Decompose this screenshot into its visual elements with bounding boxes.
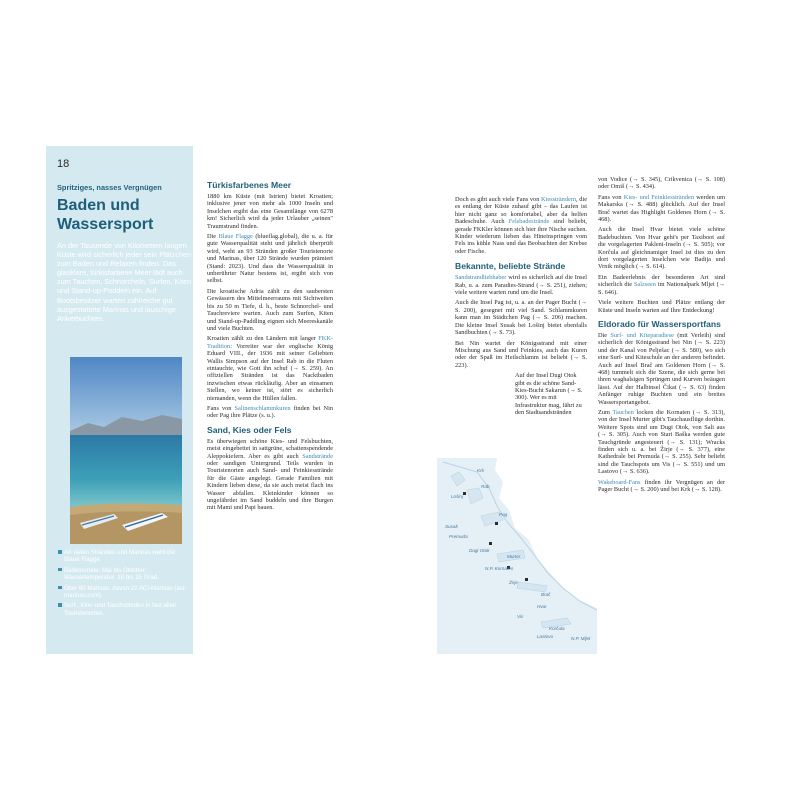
highlight-term: Kiessträndern	[541, 196, 577, 203]
map-marker	[525, 578, 528, 581]
bullet-icon	[58, 586, 62, 590]
map-label: Rab	[481, 484, 490, 489]
highlight-term: Sandstrände	[302, 452, 333, 460]
map-label: Krk	[477, 468, 484, 473]
paragraph: Kroatien zählt zu den Ländern mit langer FKK-Tradition: Vorreiter war der englische König Eduard VIII., der 1936 mit seiner Geliebten Wallis Simpson auf der Insel Rab in die Fluten eintauchte, wie Gott ihn schuf (→ S. 259). An offiziellen Stränden ist das Nacktbaden inzwischen etwas rückläufig. Aber an einsamen Stellen, wo keiner ist, stört es sicherlich niemanden, wenn die Hüllen fallen.	[207, 335, 333, 402]
paragraph: Es überwiegen schöne Kies- und Felsbuchten, meist eingebettet in sattgrüne, schattenspendende Aleppokiefern. Aber es gibt auch Sandstrände oder sandigen Untergrund. Teils wurden in Touristenorten auch Sand- und Feinkiesstrände für die Gäste angelegt. Gerade Familien mit Kindern lieben diese, da sie auch meist flach ins Wasser abfallen. Kleinkinder können so ungefährdet im Sand buddeln und ihre Burgen mit Mami und Papi bauen.	[207, 437, 333, 512]
heading-tuerkisfarbenes-meer: Türkisfarbenes Meer	[207, 180, 292, 190]
heading-sand-kies-fels: Sand, Kies oder Fels	[207, 424, 292, 435]
highlight-term: Surf- und Kiteparadiese	[610, 331, 674, 339]
page-title	[57, 196, 192, 234]
highlight-term: Salinenschlammkuren	[234, 404, 291, 412]
paragraph: von Vodice (→ S. 345), Crikvenica (→ S. 108) oder Omiš (→ S. 434).	[598, 176, 725, 191]
page-number: 18	[57, 158, 70, 170]
fact-item: An vielen Stränden und Marinas weht die Blaue Flagge.	[58, 549, 188, 564]
beach-photo	[70, 357, 182, 544]
map-marker	[495, 522, 498, 525]
map-marker	[463, 492, 466, 495]
highlight-term: Sandstrandliebhaber	[455, 274, 507, 282]
map-label: Brač	[541, 592, 551, 597]
page-title-line1: Baden und	[57, 197, 140, 214]
map-label: Pag	[499, 512, 508, 517]
fact-item: Über 60 Marinas, davon 22 ACI-Marinas (aci-marinas.com).	[58, 585, 188, 600]
bullet-icon	[58, 568, 62, 572]
paragraph: Die kroatische Adria zählt zu den saubersten Gewässern des Mittelmeerraums mit Sichtweiten bis zu 50 m Tiefe, d. h., beste Schnorchel- und Tauchreviere warten. Auch zum Surfen, Kiten und Stand-up-Paddling eignen sich Meereskanäle und viele Buchten.	[207, 287, 333, 332]
paragraph: Die Blaue Flagge (blueflag.global), die u. a. für gute Wasserqualität steht und jährlich überprüft wird, weht an 93 Stränden großer Touristenorte und Marinas, über 120 Strände wurden prämiert (Stand: 2023). Und dass die Wasserqualität in unberührter Natur bestens ist, ergibt sich von selbst.	[207, 233, 334, 285]
bullet-icon	[58, 550, 62, 554]
paragraph: Zum Tauchen locken die Kornaten (→ S. 313), von der Insel Murter gibt's Tauchausflüge dorthin. Weitere Spots sind um Dugi Otok, von Sali aus (→ S. 305). Auch von Stari Baška werden gute Tauchgründe angesteuert (→ S. 131); Wracks finden sich u. a. bei Žirje (→ S. 377), eine Kathedrale bei Premuda (→ S. 255). Sehr beliebt sind die Tauchspots um Vis (→ S. 551) und um Lastovo (→ S. 636).	[598, 408, 725, 476]
paragraph: Bei Nin wartet der Königsstrand mit einer Mischung aus Sand und Feinkies, auch das Kuren oder der Spaß im Heilschlamm ist beliebt (→ S. 223).	[455, 339, 587, 369]
paragraph: Auf der Insel Dugi Otok gibt es die schöne Sand-Kies-Bucht Sakarun (→ S. 300). Wer es mit Infrastruktur mag, fährt zu den Stadtsandstränden	[515, 372, 583, 417]
text-column-3	[598, 176, 725, 496]
highlight-term: FKK-Tradition	[207, 335, 333, 350]
map-label: N.P. Kornaten	[485, 566, 514, 571]
fact-item: Bademonate: Mai bis Oktober; Wassertemperatur: 18 bis 25 Grad.	[58, 567, 188, 582]
heading-bekannte-straende: Bekannte, beliebte Strände	[455, 261, 566, 272]
bullet-icon	[58, 603, 62, 607]
map-label: Premuda	[449, 534, 468, 539]
map-label: Susak	[445, 524, 458, 529]
map-label: Murter	[507, 554, 521, 559]
paragraph: Auch die Insel Pag ist, u. a. an der Pager Bucht (→ S. 200), gesegnet mit viel Sand. Schlammkuren kann man im Städtchen Pag (→ S. 206) machen. Die kleine Insel Susak bei Lošinj bietet ebenfalls Sandbuchten (→ S. 73).	[455, 299, 587, 337]
highlight-term: Felsbadestrände	[508, 218, 550, 226]
map-label: Hvar	[537, 604, 547, 609]
map-label: Lastovo	[537, 634, 554, 639]
paragraph: Sandstrandliebhaber wird es sicherlich auf die Insel Rab, u. a. zum Paradies-Strand (→ S. 251), ziehen; viele weitere warten rund um die Insel.	[455, 274, 587, 297]
text-column-2	[455, 196, 587, 420]
paragraph: Fans von Salinenschlammkuren finden bei Nin oder Pag ihre Plätze (s. u.).	[207, 404, 333, 420]
highlight-term: Tauchen	[612, 408, 634, 416]
map-label: Vis	[517, 614, 524, 619]
map-label: Žirje	[509, 580, 518, 585]
paragraph: Ein Badeerlebnis der besonderen Art sind sicherlich die Salzseen im Nationalpark Mljet (→ S. 646).	[598, 273, 725, 296]
paragraph: Doch es gibt auch viele Fans von Kiessträndern, die es entlang der Küste zuhauf gibt – das Laufen ist hier nicht ganz so komfortabel, aber da helfen Badeschuhe. Auch Felsbadestrände sind beliebt, gerade FKKler können sich hier ihre Nische suchen. Kinder wiederum lieben das Hineinspringen vom Fels ins kühle Nass und das Beobachten der Krebse oder Fische.	[455, 196, 587, 255]
sidebar-box	[46, 146, 193, 654]
paragraph: Viele weitere Buchten und Plätze entlang der Küste und Inseln warten auf Ihre Entdeckung!	[598, 299, 725, 314]
section-kicker: Spritziges, nasses Vergnügen	[57, 183, 162, 192]
intro-text: An der Tausende von Kilometern langen Küste wird sicherlich jeder sein Plätzchen zum Baden und Relaxen finden. Das glasklare, türkisfarbene Meer lädt auch zum Tauchen, Schnorcheln, Surfen, Kiten und Stand-up-Paddeln ein. Auf Bootsbesitzer warten zahlreiche gut ausgestattete Marinas und lauschige Ankerbuchten.	[57, 241, 192, 323]
map-label: Lošinj	[451, 494, 464, 499]
map-marker	[489, 542, 492, 545]
paragraph: Fans von Kies- und Feinkiesstränden werden um Makarska (→ S. 488) glücklich. Auf der Insel Brač wartet das Highlight Goldenes Horn (→ S. 468).	[598, 193, 725, 224]
croatia-coast-map	[437, 458, 597, 654]
fact-item: Surf-, Kite- und Tauchschulen in fast allen Touristenorten.	[58, 602, 188, 617]
heading-eldorado-wassersport: Eldorado für Wassersportfans	[598, 318, 721, 329]
map-label: Dugi Otok	[469, 548, 490, 553]
paragraph: Wakeboard-Fans finden ihr Vergnügen an der Pager Bucht (→ S. 200) und bei Krk (→ S. 128).	[598, 478, 725, 494]
paragraph: Die Surf- und Kiteparadiese (mit Verleih) sind sicherlich der Königsstrand bei Nin (→ S. 223) und der Kanal von Pelješac (→ S. 580), wo sich eine Surf- und Kiteschule an der anderen befindet. Auch auf Insel Brač am Goldenen Horn (→ S. 468) tummelt sich die Szene, die sich gerne bei ihren waghalsigen Sprüngen und Kurven beäugen lässt. Auf der Halbinsel Čikat (→ S. 63) finden Anfänger ruhige Buchten und ein breites Wassersportangebot.	[598, 331, 725, 406]
facts-list	[58, 549, 188, 620]
paragraph: Auch die Insel Hvar bietet viele schöne Badebuchten. Von Hvar geht's per Taxiboot auf die vorgelagerten Pakleni-Inseln (→ S. 505); vor Korčula auf gleichnamiger Insel ist dies zu den dort vorgelagerten Inselchen wie Badija und Vrnik möglich (→ S. 614).	[598, 226, 725, 271]
text-column-1	[207, 180, 333, 515]
highlight-term: Blaue Flagge	[218, 233, 253, 241]
highlight-term: Wakeboard-Fans	[598, 478, 641, 486]
map-label: N.P. Mljet	[571, 636, 591, 641]
highlight-term: Salzseen	[633, 281, 656, 289]
map-label: Korčula	[549, 626, 565, 631]
paragraph: 1880 km Küste (mit Istrien) bietet Kroatien; inklusive jener von mehr als 1000 Inseln und Inselchen ergibt das eine Gesamtlänge von 6278 km! Sicherlich wird da jeder Urlauber „seinen" Traumstrand finden.	[207, 193, 333, 230]
page-title-line2: Wassersport	[57, 216, 154, 233]
highlight-term: Kies- und Feinkiesstränden	[623, 193, 694, 201]
